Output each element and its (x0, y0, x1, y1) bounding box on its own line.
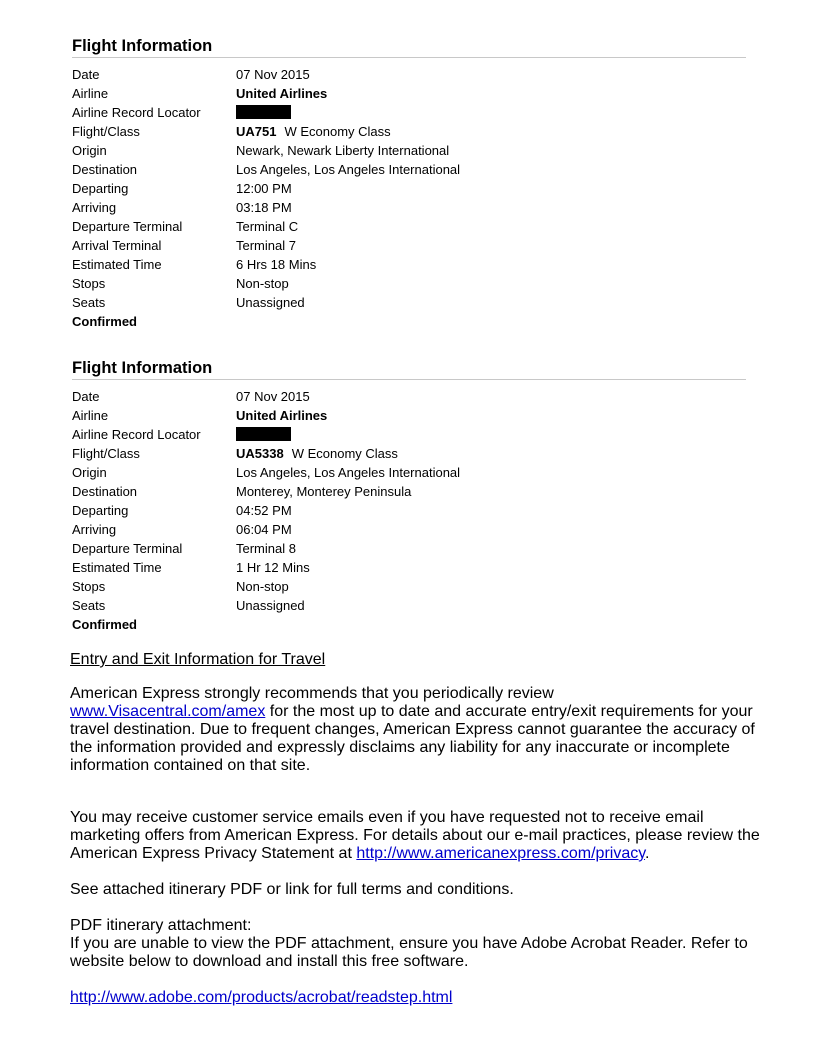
date-label: Date (72, 389, 100, 404)
arriving-value: 03:18 PM (236, 200, 292, 215)
adobe-link-line (70, 989, 760, 1007)
destination-label: Destination (72, 162, 138, 177)
destination-row (72, 160, 746, 179)
stops-row (72, 577, 746, 596)
seats-row (72, 596, 746, 615)
airline-row (72, 84, 746, 103)
estimated-time-label: Estimated Time (72, 560, 162, 575)
seats-value: Unassigned (236, 295, 305, 310)
stops-value: Non-stop (236, 579, 289, 594)
departure-terminal-label: Departure Terminal (72, 541, 183, 556)
seats-row (72, 293, 746, 312)
status-confirmed: Confirmed (72, 617, 137, 632)
estimated-time-row (72, 255, 746, 274)
departure-terminal-label: Departure Terminal (72, 219, 183, 234)
date-label: Date (72, 67, 100, 82)
arriving-label: Arriving (72, 522, 117, 537)
seats-label: Seats (72, 295, 106, 310)
date-row (72, 65, 746, 84)
class-value: W Economy Class (291, 446, 398, 461)
airline-value: United Airlines (236, 86, 328, 101)
flight-title: Flight Information (72, 35, 746, 58)
airline-label: Airline (72, 408, 109, 423)
flight-details (72, 387, 746, 634)
flight-number: UA5338 (236, 446, 284, 461)
arriving-row (72, 520, 746, 539)
flight-details (72, 65, 746, 331)
flight-class-label: Flight/Class (72, 124, 140, 139)
privacy-link[interactable]: http://www.americanexpress.com/privacy (356, 845, 646, 862)
arrival-terminal-label: Arrival Terminal (72, 238, 162, 253)
departing-row (72, 179, 746, 198)
estimated-time-value: 1 Hr 12 Mins (236, 560, 310, 575)
flight-class-label: Flight/Class (72, 446, 140, 461)
record-locator-row (72, 425, 746, 444)
estimated-time-value: 6 Hrs 18 Mins (236, 257, 317, 272)
stops-row (72, 274, 746, 293)
entry-exit-paragraph (70, 685, 760, 775)
status-confirmed: Confirmed (72, 314, 137, 329)
flight-class-row (72, 122, 746, 141)
stops-label: Stops (72, 579, 106, 594)
stops-value: Non-stop (236, 276, 289, 291)
origin-row (72, 141, 746, 160)
entry-exit-text: American Express strongly recommends that you periodically review (70, 685, 554, 702)
origin-label: Origin (72, 143, 107, 158)
class-value: W Economy Class (284, 124, 391, 139)
seats-label: Seats (72, 598, 106, 613)
seats-value: Unassigned (236, 598, 305, 613)
pdf-attachment-section (70, 917, 760, 971)
date-row (72, 387, 746, 406)
flight-number: UA751 (236, 124, 277, 139)
pdf-text: If you are unable to view the PDF attachment, ensure you have Adobe Acrobat Reader. Refer to website below to download and install this free software. (70, 935, 748, 970)
flight-information-1 (72, 35, 746, 331)
flight-class-row (72, 444, 746, 463)
terms-note: See attached itinerary PDF or link for full terms and conditions. (70, 881, 514, 898)
record-locator-label: Airline Record Locator (72, 427, 201, 442)
estimated-time-row (72, 558, 746, 577)
origin-value: Newark, Newark Liberty International (236, 143, 450, 158)
arrival-terminal-value: Terminal 7 (236, 238, 296, 253)
airline-label: Airline (72, 86, 109, 101)
departing-label: Departing (72, 181, 129, 196)
flight-information-2 (72, 357, 746, 634)
entry-exit-text-cont: for the most up to date and accurate entry/exit requirements for your travel destination. Due to frequent changes, American Express cannot guarantee the accuracy of the information provided and expressly disclaims any liability for any inaccurate or incomplete information contained on that site. (70, 703, 755, 774)
destination-row (72, 482, 746, 501)
destination-label: Destination (72, 484, 138, 499)
departure-terminal-row (72, 539, 746, 558)
departing-row (72, 501, 746, 520)
origin-row (72, 463, 746, 482)
estimated-time-label: Estimated Time (72, 257, 162, 272)
adobe-reader-link[interactable]: http://www.adobe.com/products/acrobat/readstep.html (70, 989, 453, 1006)
redacted-record-locator (236, 105, 291, 119)
redacted-record-locator (236, 427, 291, 441)
departure-terminal-value: Terminal C (236, 219, 299, 234)
arriving-value: 06:04 PM (236, 522, 292, 537)
entry-exit-title: Entry and Exit Information for Travel (70, 651, 326, 668)
pdf-heading: PDF itinerary attachment: (70, 917, 252, 934)
destination-value: Monterey, Monterey Peninsula (236, 484, 412, 499)
date-value: 07 Nov 2015 (236, 67, 310, 82)
departure-terminal-row (72, 217, 746, 236)
date-value: 07 Nov 2015 (236, 389, 310, 404)
departure-terminal-value: Terminal 8 (236, 541, 296, 556)
departing-value: 04:52 PM (236, 503, 292, 518)
record-locator-label: Airline Record Locator (72, 105, 201, 120)
origin-label: Origin (72, 465, 107, 480)
departing-label: Departing (72, 503, 129, 518)
entry-exit-heading (70, 651, 760, 669)
visacentral-link[interactable]: www.Visacentral.com/amex (70, 703, 266, 720)
privacy-text: You may receive customer service emails even if you have requested not to receive email marketing offers from American Express. For details about our e-mail practices, please review the American Express Privacy Statement at (70, 809, 760, 862)
privacy-period: . (645, 845, 650, 862)
airline-row (72, 406, 746, 425)
arriving-label: Arriving (72, 200, 117, 215)
arriving-row (72, 198, 746, 217)
departing-value: 12:00 PM (236, 181, 292, 196)
destination-value: Los Angeles, Los Angeles International (236, 162, 461, 177)
record-locator-row (72, 103, 746, 122)
origin-value: Los Angeles, Los Angeles International (236, 465, 461, 480)
airline-value: United Airlines (236, 408, 328, 423)
flight-title: Flight Information (72, 357, 746, 380)
privacy-paragraph (70, 809, 760, 863)
stops-label: Stops (72, 276, 106, 291)
arrival-terminal-row (72, 236, 746, 255)
